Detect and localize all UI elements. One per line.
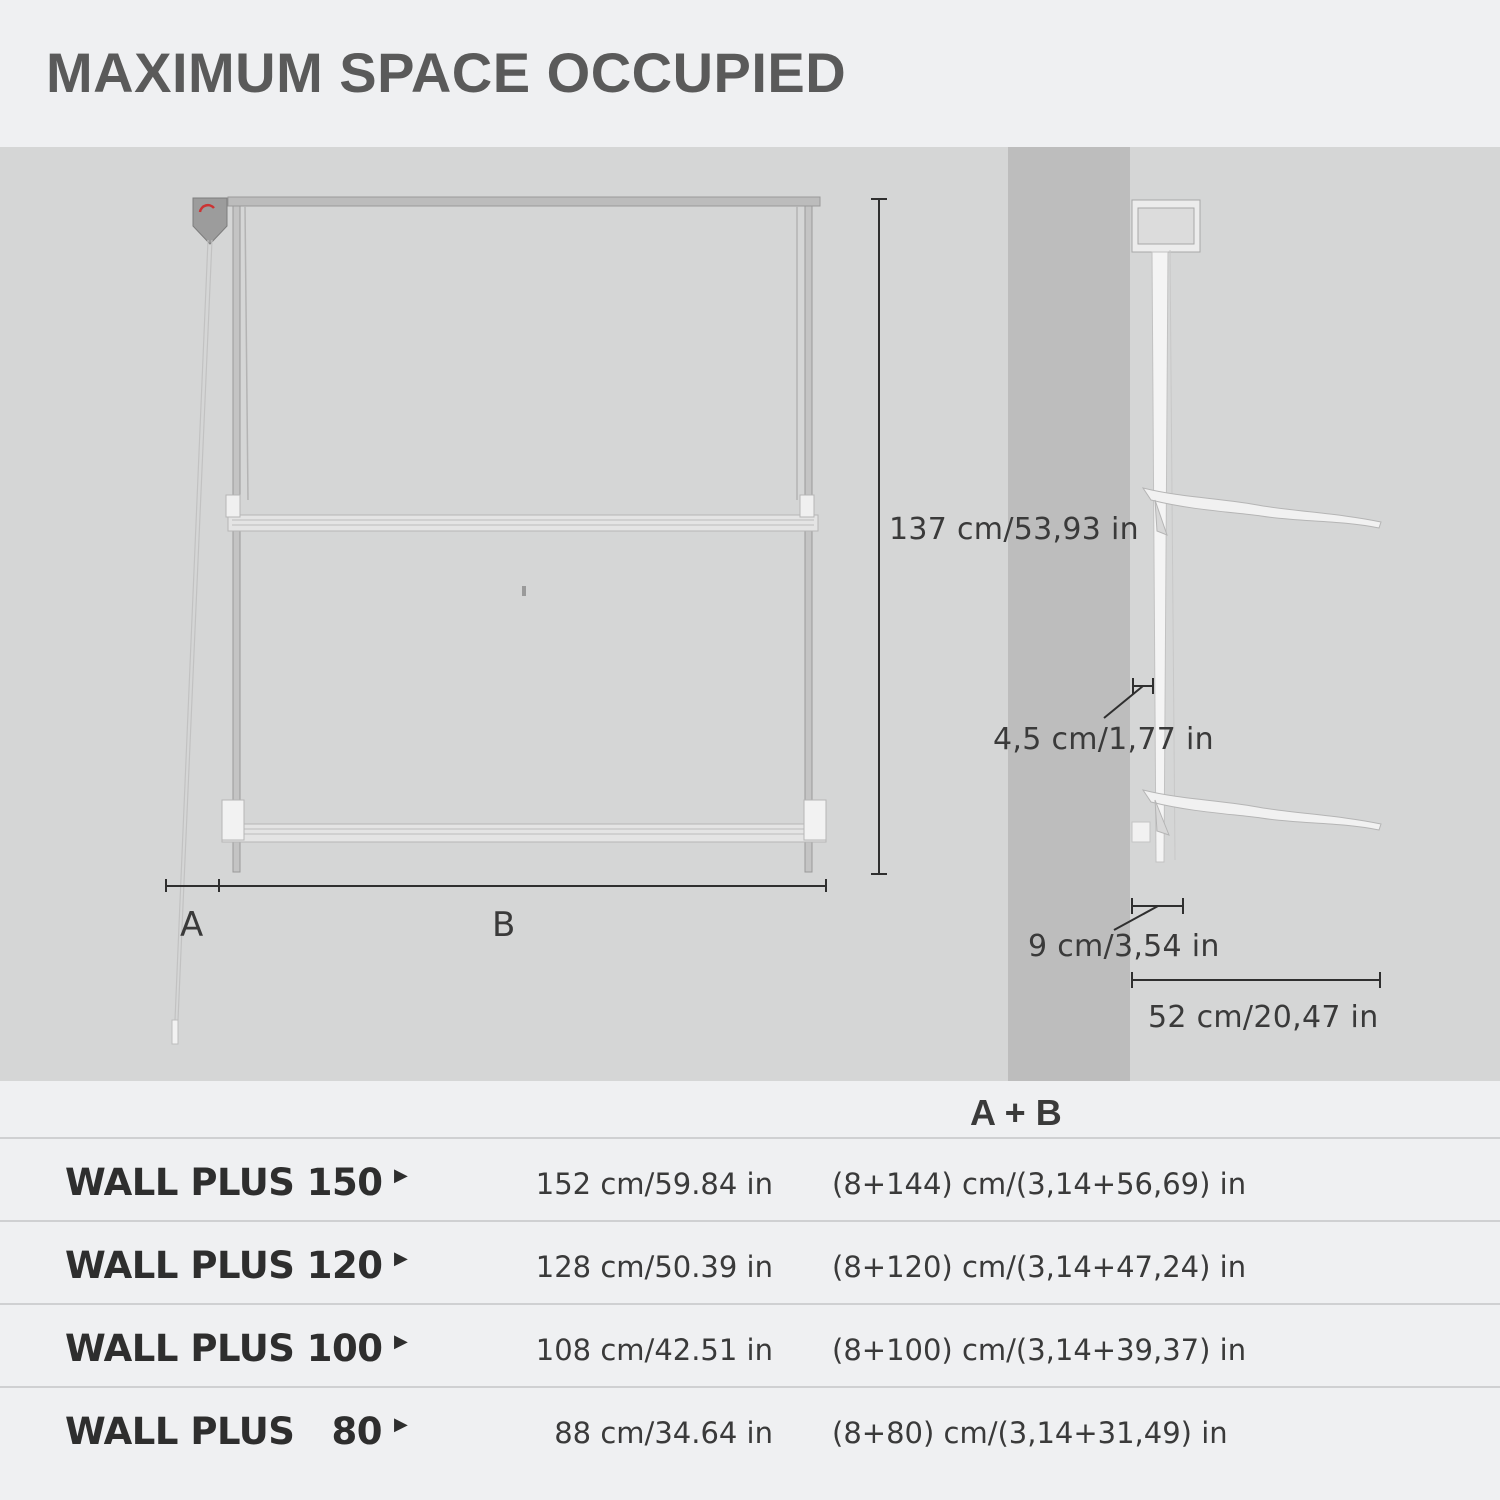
width-breakdown: (8+100) cm/(3,14+39,37) in <box>832 1333 1247 1367</box>
model-name: WALL PLUS 150 <box>65 1161 383 1204</box>
label-a: A <box>180 905 204 945</box>
arm-depth-label: 52 cm/20,47 in <box>1148 1000 1379 1035</box>
height-dimension-label: 137 cm/53,93 in <box>889 512 1139 547</box>
arrow-right-icon: ▶ <box>394 1414 408 1434</box>
total-width: 152 cm/59.84 in <box>535 1167 773 1201</box>
table-row <box>0 1303 1500 1387</box>
table-row <box>0 1137 1500 1221</box>
arrow-right-icon: ▶ <box>394 1165 408 1185</box>
model-name: WALL PLUS 80 <box>65 1410 383 1453</box>
width-breakdown: (8+144) cm/(3,14+56,69) in <box>832 1167 1247 1201</box>
arrow-right-icon: ▶ <box>394 1331 408 1351</box>
bracket-depth-label: 4,5 cm/1,77 in <box>993 722 1214 757</box>
width-breakdown: (8+120) cm/(3,14+47,24) in <box>832 1250 1247 1284</box>
table-row <box>0 1220 1500 1304</box>
side-view-rack <box>1132 200 1381 862</box>
label-b: B <box>492 905 516 945</box>
base-depth-label: 9 cm/3,54 in <box>1028 929 1220 964</box>
total-width: 128 cm/50.39 in <box>535 1250 773 1284</box>
table-header-a-plus-b: A + B <box>970 1092 1062 1133</box>
page-title: MAXIMUM SPACE OCCUPIED <box>46 41 847 104</box>
model-name: WALL PLUS 100 <box>65 1327 383 1370</box>
arrow-right-icon: ▶ <box>394 1248 408 1268</box>
width-breakdown: (8+80) cm/(3,14+31,49) in <box>832 1416 1228 1450</box>
table-row <box>0 1386 1500 1470</box>
total-width: 108 cm/42.51 in <box>535 1333 773 1367</box>
total-width: 88 cm/34.64 in <box>554 1416 773 1450</box>
model-name: WALL PLUS 120 <box>65 1244 383 1287</box>
front-dimension-lines <box>166 199 887 892</box>
